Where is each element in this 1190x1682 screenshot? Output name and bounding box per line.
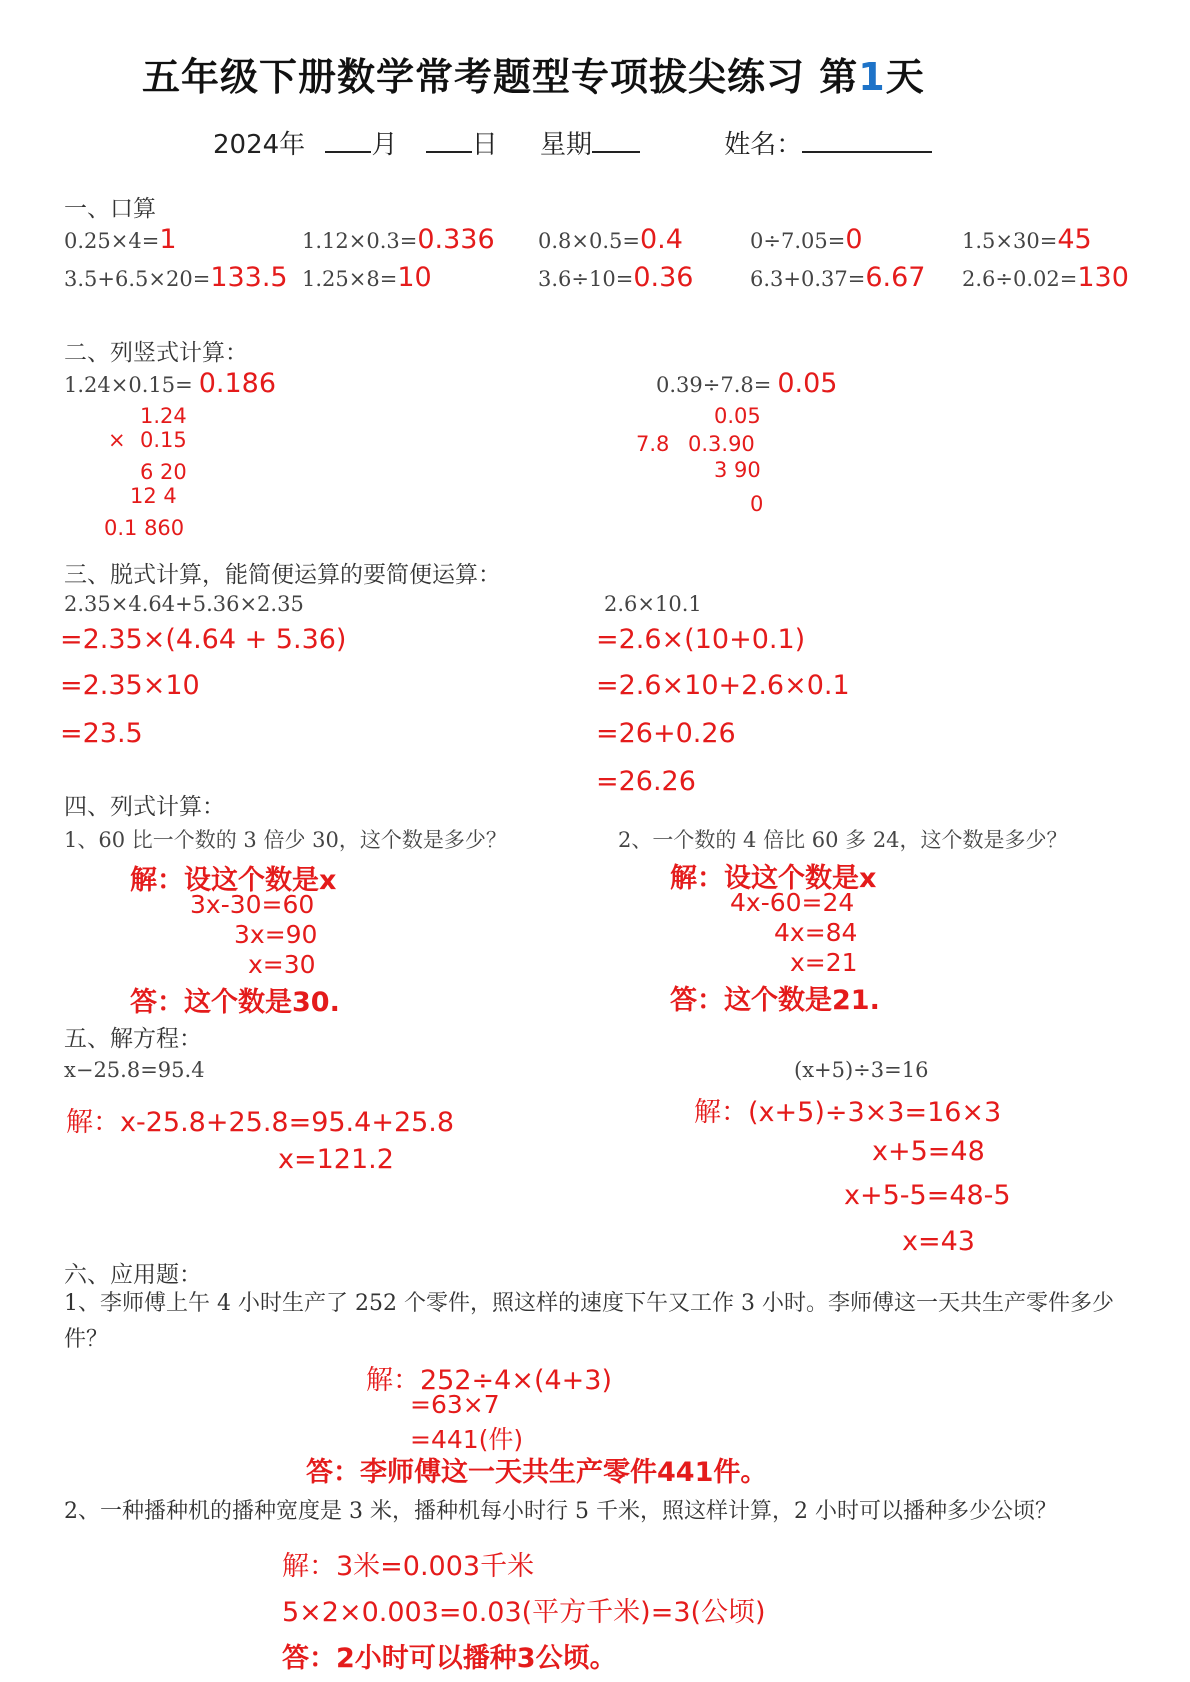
calc-problem-1: 2.35×4.64+5.36×2.35 — [64, 592, 304, 616]
oral-item-10: 2.6÷0.02=130 — [962, 262, 1129, 293]
vertical-problem-2: 0.39÷7.8= 0.05 — [656, 368, 838, 399]
solution-line: 4x-60=24 — [730, 888, 855, 917]
answer: 0.186 — [198, 368, 277, 399]
oral-item-9: 6.3+0.37=6.67 — [750, 262, 926, 293]
answer-line: 答：2小时可以播种3公顷。 — [282, 1643, 617, 1674]
page-title — [142, 46, 925, 101]
answer-line: 答：这个数是21. — [670, 985, 880, 1016]
answer: 10 — [397, 262, 432, 293]
word-problem-2: 2、一种播种机的播种宽度是 3 米，播种机每小时行 5 千米，照这样计算，2 小时可以播种多少公顷？ — [64, 1499, 1057, 1524]
title-suffix: 天 — [885, 55, 925, 99]
word-problem-1: 1、李师傅上午 4 小时生产了 252 个零件，照这样的速度下午又工作 3 小时。李师傅这一天共生产零件多少件？ — [64, 1291, 1114, 1352]
work-line: 7.8 — [636, 432, 670, 456]
calc-step: =2.35×(4.64 + 5.36) — [60, 624, 347, 655]
calc-step: =2.35×10 — [60, 670, 200, 701]
section-6-title: 六、应用题： — [64, 1262, 202, 1288]
oral-item-8: 3.6÷10=0.36 — [538, 262, 694, 293]
answer: 0 — [845, 224, 863, 255]
solution-line: 解：设这个数是x — [670, 863, 877, 894]
work-line: 0.15 — [140, 428, 187, 452]
work-line: 0.1 860 — [104, 516, 185, 540]
equation-2: (x+5)÷3=16 — [794, 1058, 929, 1082]
name-label: 姓名： — [724, 130, 803, 160]
solution-line: =441(件) — [410, 1425, 524, 1454]
answer: 130 — [1077, 262, 1129, 293]
calc-step: =26+0.26 — [596, 718, 736, 749]
equation-step: 解：(x+5)÷3×3=16×3 — [694, 1097, 1002, 1128]
weekday-blank[interactable] — [592, 127, 640, 153]
answer: 45 — [1057, 224, 1092, 255]
work-line: 0 — [750, 492, 764, 516]
day-label: 日 — [471, 130, 498, 160]
oral-item-1: 0.25×4=1 — [64, 224, 177, 255]
answer: 1 — [159, 224, 177, 255]
title-day-number: 1 — [858, 55, 886, 99]
day-blank[interactable] — [426, 127, 472, 153]
year-label: 2024年 — [213, 130, 306, 160]
solution-line: 3x=90 — [234, 920, 318, 949]
weekday-label: 星期 — [540, 130, 593, 160]
equation-step: x=121.2 — [278, 1144, 394, 1175]
oral-item-3: 0.8×0.5=0.4 — [538, 224, 683, 255]
vertical-problem-1: 1.24×0.15= 0.186 — [64, 368, 277, 399]
solution-line: x=30 — [248, 950, 316, 979]
oral-item-4: 0÷7.05=0 — [750, 224, 863, 255]
answer: 0.05 — [777, 368, 838, 399]
section-1-title: 一、口算 — [64, 196, 156, 222]
month-blank[interactable] — [325, 127, 371, 153]
solution-line: x=21 — [790, 948, 858, 977]
work-line: 0.05 — [714, 404, 761, 428]
calc-step: =26.26 — [596, 766, 696, 797]
word-calc-1: 1、60 比一个数的 3 倍少 30，这个数是多少？ — [64, 828, 507, 852]
solution-line: 5×2×0.003=0.03(平方千米)=3(公顷) — [282, 1597, 766, 1628]
calc-step: =2.6×(10+0.1) — [596, 624, 806, 655]
work-line: 12 4 — [130, 484, 177, 508]
answer: 0.336 — [417, 224, 495, 255]
word-calc-2: 2、一个数的 4 倍比 60 多 24，这个数是多少？ — [618, 828, 1068, 852]
section-2-title: 二、列竖式计算： — [64, 340, 248, 366]
answer: 0.36 — [633, 262, 694, 293]
oral-item-2: 1.12×0.3=0.336 — [302, 224, 495, 255]
work-line: 6 20 — [140, 460, 187, 484]
section-5-title: 五、解方程： — [64, 1026, 202, 1052]
answer: 6.67 — [865, 262, 926, 293]
answer-line: 答：这个数是30. — [130, 987, 340, 1018]
answer-line: 答：李师傅这一天共生产零件441件。 — [306, 1457, 768, 1488]
calc-problem-2: 2.6×10.1 — [604, 592, 702, 616]
oral-item-6: 3.5+6.5×20=133.5 — [64, 262, 288, 293]
answer: 133.5 — [210, 262, 288, 293]
answer: 0.4 — [640, 224, 683, 255]
month-label: 月 — [371, 130, 398, 160]
solution-line: =63×7 — [410, 1390, 500, 1419]
equation-step: x=43 — [902, 1226, 975, 1257]
solution-line: 3x-30=60 — [190, 890, 315, 919]
date-line — [213, 124, 932, 161]
solution-line: 解：252÷4×(4+3) — [366, 1365, 613, 1396]
work-line: 3 90 — [714, 458, 761, 482]
work-times: × — [108, 428, 126, 452]
equation-1: x−25.8=95.4 — [64, 1058, 205, 1082]
section-4-title: 四、列式计算： — [64, 794, 225, 820]
name-blank[interactable] — [802, 127, 932, 153]
work-line: 0.3.90 — [688, 432, 755, 456]
oral-item-5: 1.5×30=45 — [962, 224, 1092, 255]
calc-step: =23.5 — [60, 718, 143, 749]
calc-step: =2.6×10+2.6×0.1 — [596, 670, 850, 701]
solution-line: 解：3米=0.003千米 — [282, 1551, 535, 1582]
work-line: 1.24 — [140, 404, 187, 428]
equation-step: 解：x-25.8+25.8=95.4+25.8 — [66, 1107, 455, 1138]
section-3-title: 三、脱式计算，能简便运算的要简便运算： — [64, 562, 501, 588]
oral-item-7: 1.25×8=10 — [302, 262, 432, 293]
equation-step: x+5=48 — [872, 1136, 985, 1167]
solution-line: 4x=84 — [774, 918, 858, 947]
solution-line: 解：设这个数是x — [130, 865, 337, 896]
equation-step: x+5-5=48-5 — [844, 1180, 1011, 1211]
title-text: 五年级下册数学常考题型专项拔尖练习 第 — [142, 55, 859, 99]
